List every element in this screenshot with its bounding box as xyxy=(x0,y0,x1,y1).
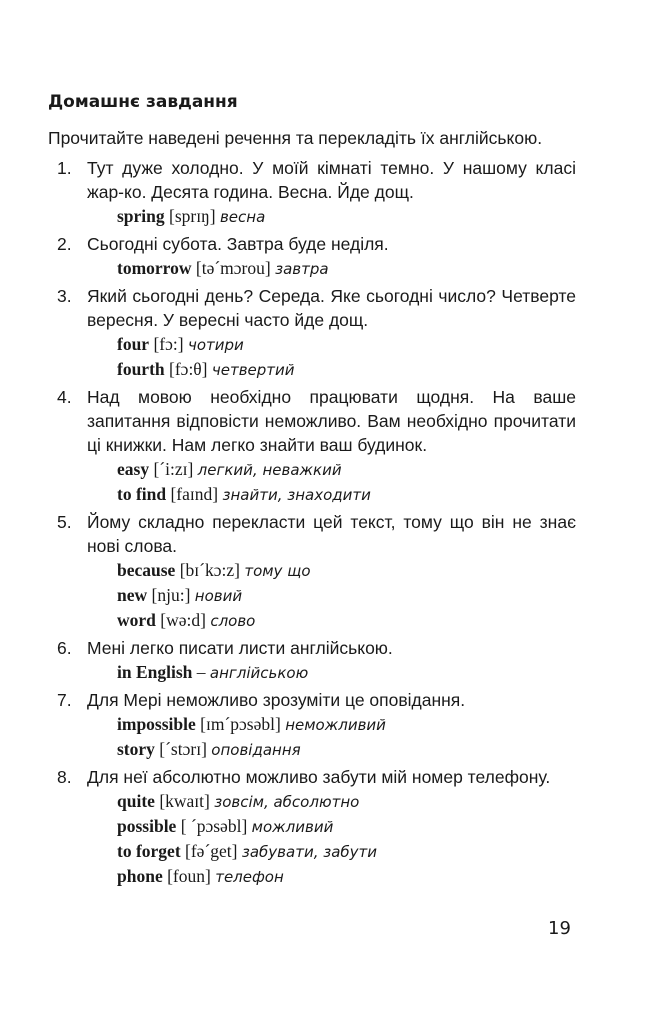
vocab-transcription: [bɪˊkɔ:z] xyxy=(179,560,240,580)
exercise-item xyxy=(48,284,576,382)
vocab-transcription: [təˊmɔrou] xyxy=(195,258,271,278)
vocab-word: possible xyxy=(117,816,177,836)
vocab-word: story xyxy=(117,739,155,759)
vocab-entry xyxy=(87,789,576,814)
vocab-transcription: [sprɪŋ] xyxy=(169,206,216,226)
vocab-transcription: [ˊi:zɪ] xyxy=(153,459,194,479)
exercise-body xyxy=(87,385,576,507)
exercise-item xyxy=(48,385,576,507)
section-heading: Домашнє завдання xyxy=(48,92,238,112)
exercise-body xyxy=(87,765,576,889)
exercise-item xyxy=(48,636,576,685)
exercise-number: 6. xyxy=(57,638,72,658)
vocab-transcription: [ˊstɔrɪ] xyxy=(159,739,207,759)
vocab-entry xyxy=(87,839,576,864)
vocab-entry xyxy=(87,583,576,608)
vocab-meaning: легкий, неважкий xyxy=(197,461,342,479)
vocab-meaning: знайти, знаходити xyxy=(222,486,371,504)
exercise-body xyxy=(87,636,576,685)
exercise-body xyxy=(87,232,576,281)
vocab-word: to find xyxy=(117,484,167,504)
vocab-transcription: [fɔ:θ] xyxy=(169,359,208,379)
vocab-transcription: [kwaɪt] xyxy=(159,791,210,811)
vocab-entry xyxy=(87,660,576,685)
exercise-number: 4. xyxy=(57,387,72,407)
vocab-entry xyxy=(87,814,576,839)
exercise-text: Над мовою необхідно працювати щодня. На ваше запитання відповісти неможливо. Вам необхідно прочитати ці книжки. Нам легко знайти ваш будинок. xyxy=(87,387,576,455)
vocab-meaning: новий xyxy=(194,587,243,605)
exercise-body xyxy=(87,510,576,633)
vocab-meaning: завтра xyxy=(275,260,329,278)
vocab-word: easy xyxy=(117,459,150,479)
vocab-meaning: чотири xyxy=(187,336,244,354)
vocab-entry xyxy=(87,332,576,357)
vocab-entry xyxy=(87,204,576,229)
vocab-word: in English xyxy=(117,662,193,682)
vocab-word: to forget xyxy=(117,841,181,861)
vocab-meaning: телефон xyxy=(215,868,284,886)
vocab-transcription: [wə:d] xyxy=(160,610,206,630)
vocab-entry xyxy=(87,608,576,633)
page-number: 19 xyxy=(548,918,571,939)
exercise-body xyxy=(87,284,576,382)
exercise-body xyxy=(87,688,576,762)
vocab-transcription: [ ˊpɔsəbl] xyxy=(180,816,248,836)
vocab-word: because xyxy=(117,560,176,580)
vocab-meaning: слово xyxy=(210,612,256,630)
vocab-transcription: [fəˊget] xyxy=(185,841,238,861)
vocab-meaning: четвертий xyxy=(211,361,295,379)
exercise-number: 1. xyxy=(57,158,72,178)
vocab-entry xyxy=(87,482,576,507)
vocab-meaning: англійською xyxy=(209,664,309,682)
vocab-entry xyxy=(87,457,576,482)
vocab-word: phone xyxy=(117,866,163,886)
vocab-entry xyxy=(87,864,576,889)
vocab-meaning: забувати, забути xyxy=(241,843,378,861)
exercise-item xyxy=(48,510,576,633)
vocab-meaning: весна xyxy=(219,208,266,226)
exercise-number: 2. xyxy=(57,234,72,254)
vocab-meaning: тому що xyxy=(244,562,311,580)
vocab-meaning: неможливий xyxy=(285,716,386,734)
exercise-text: Йому складно перекласти цей текст, тому що він не знає нові слова. xyxy=(87,512,576,556)
vocab-transcription: [nju:] xyxy=(151,585,191,605)
instructions: Прочитайте наведені речення та перекладіть їх англійською. xyxy=(48,128,543,148)
vocab-word: word xyxy=(117,610,156,630)
exercise-body xyxy=(87,156,576,229)
exercise-text: Сьогодні субота. Завтра буде неділя. xyxy=(87,234,389,254)
exercise-number: 5. xyxy=(57,512,72,532)
exercise-list xyxy=(48,156,576,889)
vocab-entry xyxy=(87,256,576,281)
vocab-transcription: [fɔ:] xyxy=(153,334,184,354)
exercise-number: 8. xyxy=(57,767,72,787)
exercise-item xyxy=(48,232,576,281)
exercise-item xyxy=(48,156,576,229)
vocab-entry xyxy=(87,712,576,737)
exercise-text: Для Мері неможливо зрозуміти це оповідання. xyxy=(87,690,466,710)
vocab-entry xyxy=(87,558,576,583)
vocab-meaning: зовсім, абсолютно xyxy=(214,793,360,811)
vocab-word: quite xyxy=(117,791,155,811)
vocab-meaning: можливий xyxy=(251,818,334,836)
vocab-word: four xyxy=(117,334,150,354)
exercise-text: Який сьогодні день? Середа. Яке сьогодні число? Четверте вересня. У вересні часто йде дощ. xyxy=(87,286,576,330)
vocab-transcription: [faɪnd] xyxy=(170,484,219,504)
exercise-number: 7. xyxy=(57,690,72,710)
vocab-entry xyxy=(87,737,576,762)
vocab-word: impossible xyxy=(117,714,196,734)
exercise-item xyxy=(48,765,576,889)
vocab-transcription: [foun] xyxy=(167,866,211,886)
vocab-word: spring xyxy=(117,206,165,226)
exercise-text: Тут дуже холодно. У моїй кімнаті темно. У нашому класі жар-ко. Десята година. Весна. Йде дощ. xyxy=(87,158,576,202)
exercise-item xyxy=(48,688,576,762)
vocab-transcription: [ɪmˊpɔsəbl] xyxy=(200,714,281,734)
exercise-number: 3. xyxy=(57,286,72,306)
vocab-separator: – xyxy=(192,662,210,682)
vocab-entry xyxy=(87,357,576,382)
vocab-word: new xyxy=(117,585,148,605)
vocab-meaning: оповідання xyxy=(211,741,301,759)
page-content xyxy=(48,92,576,892)
exercise-text: Мені легко писати листи англійською. xyxy=(87,638,393,658)
exercise-text: Для неї абсолютно можливо забути мій номер телефону. xyxy=(87,767,551,787)
vocab-word: tomorrow xyxy=(117,258,192,278)
vocab-word: fourth xyxy=(117,359,165,379)
